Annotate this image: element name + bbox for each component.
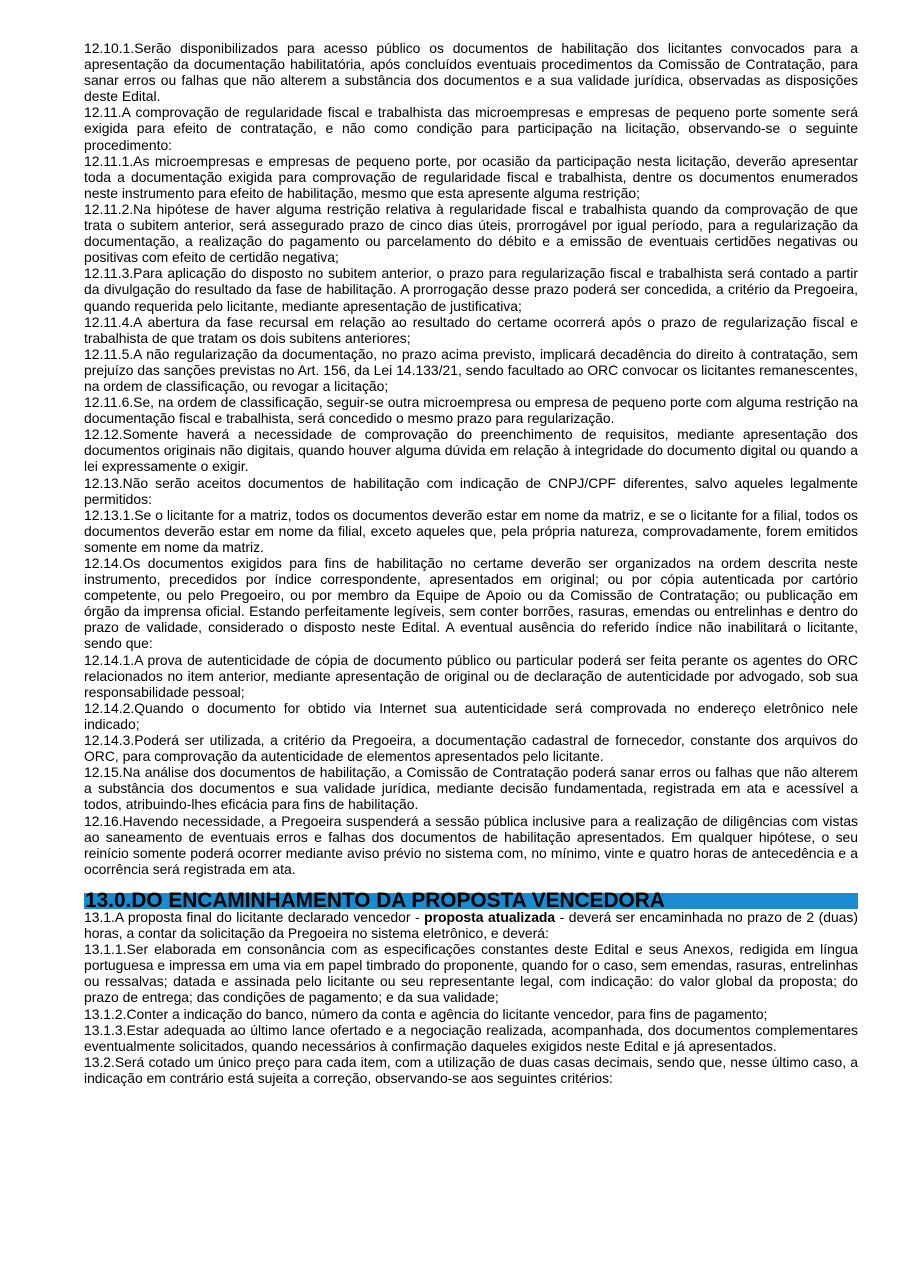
paragraph-13-1-bold: proposta atualizada [424,908,556,925]
paragraph-13-1-3: 13.1.3.Estar adequada ao último lance ofertado e a negociação realizada, acompanhada, dos documentos complementares eventualmente solicitados, quando necessários à confirmação daqueles exigidos neste Edital e já apresentados. [84,1021,858,1054]
paragraph-12-11-6: 12.11.6.Se, na ordem de classificação, seguir-se outra microempresa ou empresa de pequeno porte com alguma restrição na documentação fiscal e trabalhista, será concedido o mesmo prazo para regularização. [84,394,858,427]
paragraph-12-14: 12.14.Os documentos exigidos para fins de habilitação no certame deverão ser organizados na ordem descrita neste instrumento, precedidos por índice correspondente, apresentados em original; ou por cópia autenticada por cartório competente, ou pelo Pregoeiro, ou por membro da Equipe de Apoio ou da Comissão de Contratação; ou publicação em órgão da imprensa oficial. Estando perfeitamente legíveis, sem conter borrões, rasuras, emendas ou entrelinhas e dentro do prazo de validade, considerado o disposto neste Edital. A eventual ausência do referido índice não inabilitará o licitante, sendo que: [84,555,858,652]
paragraph-12-11-3: 12.11.3.Para aplicação do disposto no subitem anterior, o prazo para regularização fiscal e trabalhista será contado a partir da divulgação do resultado da fase de habilitação. A prorrogação desse prazo poderá ser concedida, a critério da Pregoeira, quando requerida pelo licitante, mediante apresentação de justificativa; [84,265,858,314]
section-heading: 13.0.DO ENCAMINHAMENTO DA PROPOSTA VENCEDORA [84,893,858,909]
paragraph-12-11: 12.11.A comprovação de regularidade fiscal e trabalhista das microempresas e empresas de pequeno porte somente será exigida para efeito de contratação, e não como condição para participação na licitação, observando-se o seguinte procedimento: [84,104,858,153]
paragraph-13-1 [84,909,858,941]
document-page [84,40,858,1086]
paragraph-12-12: 12.12.Somente haverá a necessidade de comprovação do preenchimento de requisitos, mediante apresentação dos documentos originais não digitais, quando houver alguma dúvida em relação à integridade do documento digital ou quando a lei expressamente o exigir. [84,426,858,475]
paragraph-13-1-2: 13.1.2.Conter a indicação do banco, número da conta e agência do licitante vencedor, para fins de pagamento; [84,1005,768,1022]
paragraph-13-1-1: 13.1.1.Ser elaborada em consonância com as especificações constantes deste Edital e seus Anexos, redigida em língua portuguesa e impressa em uma via em papel timbrado do proponente, quando for o caso, sem emendas, rasuras, entrelinhas ou ressalvas; datada e assinada pelo licitante ou seu representante legal, com indicação: do valor global da proposta; do prazo de entrega; das condições de pagamento; e da sua validade; [84,941,858,1006]
paragraph-13-1-before: 13.1.A proposta final do licitante declarado vencedor - [84,908,425,925]
paragraph-13-1-after: - deverá ser encaminhada no prazo de 2 (duas) horas, a contar da solicitação da Pregoeira no sistema eletrônico, e deverá: [84,908,858,942]
paragraph-12-15: 12.15.Na análise dos documentos de habilitação, a Comissão de Contratação poderá sanar erros ou falhas que não alterem a substância dos documentos e sua validade jurídica, mediante decisão fundamentada, registrada em ata e acessível a todos, atribuindo-lhes eficácia para fins de habilitação. [84,764,858,813]
paragraph-12-11-5: 12.11.5.A não regularização da documentação, no prazo acima previsto, implicará decadência do direito à contratação, sem prejuízo das sanções previstas no Art. 156, da Lei 14.133/21, sendo facultado ao ORC convocar os licitantes remanescentes, na ordem de classificação, ou revogar a licitação; [84,345,858,394]
paragraph-12-11-1: 12.11.1.As microempresas e empresas de pequeno porte, por ocasião da participação nesta licitação, deverão apresentar toda a documentação exigida para comprovação de regularidade fiscal e trabalhista, dentre os documentos enumerados neste instrumento para efeito de habilitação, mesmo que esta apresente alguma restrição; [84,152,858,201]
paragraph-12-13: 12.13.Não serão aceitos documentos de habilitação com indicação de CNPJ/CPF diferentes, salvo aqueles legalmente permitidos: [84,474,858,507]
paragraph-12-14-2: 12.14.2.Quando o documento for obtido via Internet sua autenticidade será comprovada no endereço eletrônico nele indicado; [84,699,858,732]
paragraph-12-14-1: 12.14.1.A prova de autenticidade de cópia de documento público ou particular poderá ser feita perante os agentes do ORC relacionados no item anterior, mediante apresentação de original ou de declaração de autenticidade por advogado, sob sua responsabilidade pessoal; [84,651,858,700]
paragraph-12-11-4: 12.11.4.A abertura da fase recursal em relação ao resultado do certame ocorrerá após o prazo de regularização fiscal e trabalhista de que tratam os dois subitens anteriores; [84,313,858,346]
paragraph-12-16: 12.16.Havendo necessidade, a Pregoeira suspenderá a sessão pública inclusive para a realização de diligências com vistas ao saneamento de eventuais erros e falhas dos documentos de habilitação apresentados. Em qualquer hipótese, o seu reinício somente poderá ocorrer mediante aviso prévio no sistema com, no mínimo, vinte e quatro horas de antecedência e a ocorrência será registrada em ata. [84,812,858,877]
paragraph-13-2: 13.2.Será cotado um único preço para cada item, com a utilização de duas casas decimais, sendo que, nesse último caso, a indicação em contrário está sujeita a correção, observando-se aos seguintes critérios: [84,1053,858,1086]
paragraph-12-14-3: 12.14.3.Poderá ser utilizada, a critério da Pregoeira, a documentação cadastral de fornecedor, constante dos arquivos do ORC, para comprovação da autenticidade de elementos apresentados pelo licitante. [84,732,858,765]
paragraph-12-11-2: 12.11.2.Na hipótese de haver alguma restrição relativa à regularidade fiscal e trabalhista quando da comprovação de que trata o subitem anterior, será assegurado prazo de cinco dias úteis, prorrogável por igual período, para a regularização da documentação, a realização do pagamento ou parcelamento do débito e a emissão de eventuais certidões negativas ou positivas com efeito de certidão negativa; [84,200,858,266]
paragraph-12-10-1: 12.10.1.Serão disponibilizados para acesso público os documentos de habilitação dos licitantes convocados para a apresentação da documentação habilitatória, após concluídos eventuais procedimentos da Comissão de Contratação, para sanar erros ou falhas que não alterem a substância dos documentos e a sua validade jurídica, observadas as disposições deste Edital. [84,40,858,105]
paragraph-12-13-1: 12.13.1.Se o licitante for a matriz, todos os documentos deverão estar em nome da matriz, e se o licitante for a filial, todos os documentos deverão estar em nome da filial, exceto aqueles que, pela própria natureza, comprovadamente, forem emitidos somente em nome da matriz. [84,506,858,555]
